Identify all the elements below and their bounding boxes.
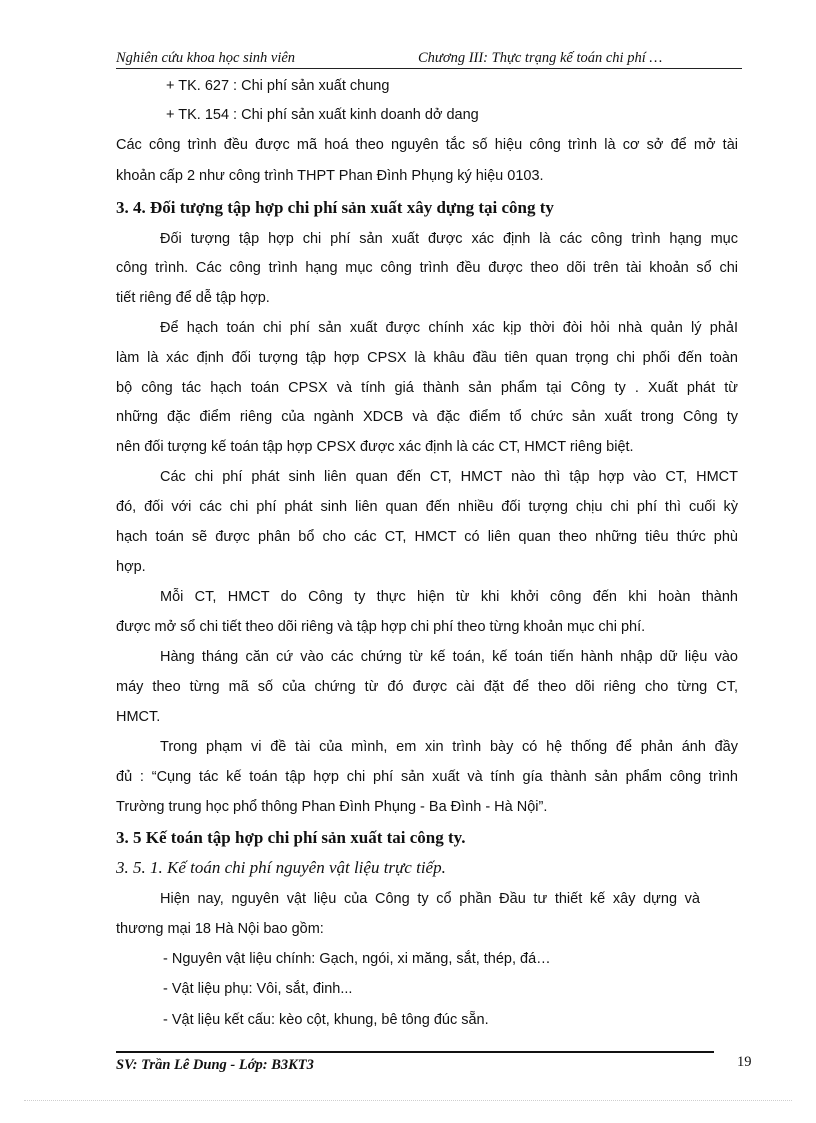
footer-divider xyxy=(116,1051,714,1053)
paragraph-line: công trình. Các công trình hạng mục công trình đều được theo dõi trên tài khoản sổ chi xyxy=(116,260,738,276)
page-edge-dots xyxy=(24,1100,792,1101)
paragraph-line: Trong phạm vi đề tài của mình, em xin trình bày có hệ thống để phản ánh đầy xyxy=(160,739,738,755)
paragraph-line: được mở sổ chi tiết theo dõi riêng và tập hợp chi phí theo từng khoản mục chi phí. xyxy=(116,619,646,635)
paragraph-line: Để hạch toán chi phí sản xuất được chính xác kịp thời đòi hỏi nhà quản lý phảI xyxy=(160,320,738,336)
paragraph-line: thương mại 18 Hà Nội bao gồm: xyxy=(116,921,324,937)
paragraph-line: nên đối tượng kế toán tập hợp CPSX được xác định là các CT, HMCT riêng biệt. xyxy=(116,439,634,455)
paragraph-line: Mỗi CT, HMCT do Công ty thực hiện từ khi khởi công đến khi hoàn thành xyxy=(160,589,738,605)
paragraph-line: Trường trung học phổ thông Phan Đình Phụng - Ba Đình - Hà Nội”. xyxy=(116,799,548,815)
paragraph-line: đủ : “Cụng tác kế toán tập hợp chi phí sản xuất và tính gía thành sản phẩm công trình xyxy=(116,769,738,785)
paragraph-line: bộ công tác hạch toán CPSX và tính giá thành sản phẩm tại Công ty . Xuất phát từ xyxy=(116,380,738,396)
page-header xyxy=(116,48,742,68)
paragraph-line: Các chi phí phát sinh liên quan đến CT, HMCT nào thì tập hợp vào CT, HMCT xyxy=(160,469,738,485)
list-item: - Vật liệu phụ: Vôi, sắt, đinh... xyxy=(163,981,353,997)
paragraph-line: hạch toán sẽ được phân bổ cho các CT, HMCT có liên quan theo những tiêu thức phù xyxy=(116,529,738,545)
header-divider xyxy=(116,68,742,69)
paragraph-line: tiết riêng để dễ tập hợp. xyxy=(116,290,270,306)
paragraph-line: + TK. 627 : Chi phí sản xuất chung xyxy=(166,78,390,94)
paragraph-line: Các công trình đều được mã hoá theo nguyên tắc số hiệu công trình là cơ sở để mở tài xyxy=(116,137,738,153)
list-item: - Vật liệu kết cấu: kèo cột, khung, bê tông đúc sẵn. xyxy=(163,1012,489,1028)
paragraph-line: những đặc điểm riêng của ngành XDCB và đặc điểm tổ chức sản xuất trong Công ty xyxy=(116,409,738,425)
paragraph-line: làm là xác định đối tượng tập hợp CPSX là khâu đầu tiên quan trọng chi phối đến toàn xyxy=(116,350,738,366)
subsection-heading: 3. 5. 1. Kế toán chi phí nguyên vật liệu trực tiếp. xyxy=(116,858,446,877)
section-heading: 3. 5 Kế toán tập hợp chi phí sản xuất tai công ty. xyxy=(116,828,466,847)
paragraph-line: đó, đối với các chi phí phát sinh liên quan đến nhiều đối tượng chịu chi phí thì cuối kỳ xyxy=(116,499,738,515)
paragraph-line: khoản cấp 2 như công trình THPT Phan Đình Phụng ký hiệu 0103. xyxy=(116,168,544,184)
paragraph-line: Đối tượng tập hợp chi phí sản xuất được xác định là các công trình hạng mục xyxy=(160,231,738,247)
header-right-text: Chương III: Thực trạng kế toán chi phí … xyxy=(418,50,663,66)
header-left-text: Nghiên cứu khoa học sinh viên xyxy=(116,50,296,66)
paragraph-line: Hàng tháng căn cứ vào các chứng từ kế toán, kế toán tiến hành nhập dữ liệu vào xyxy=(160,649,738,665)
paragraph-line: hợp. xyxy=(116,559,146,575)
paragraph-line: máy theo từng mã số của chứng từ đó được cài đặt để theo dõi riêng cho từng CT, xyxy=(116,679,738,695)
list-item: - Nguyên vật liệu chính: Gạch, ngói, xi măng, sắt, thép, đá… xyxy=(163,951,551,967)
section-heading: 3. 4. Đối tượng tập hợp chi phí sản xuất xây dựng tại công ty xyxy=(116,198,554,217)
paragraph-line: HMCT. xyxy=(116,709,161,725)
paragraph-line: + TK. 154 : Chi phí sản xuất kinh doanh dở dang xyxy=(166,107,479,123)
page-number: 19 xyxy=(737,1054,752,1070)
footer-author: SV: Trần Lê Dung - Lớp: B3KT3 xyxy=(116,1057,314,1073)
paragraph-line: Hiện nay, nguyên vật liệu của Công ty cổ phần Đầu tư thiết kế xây dựng và xyxy=(160,891,700,907)
